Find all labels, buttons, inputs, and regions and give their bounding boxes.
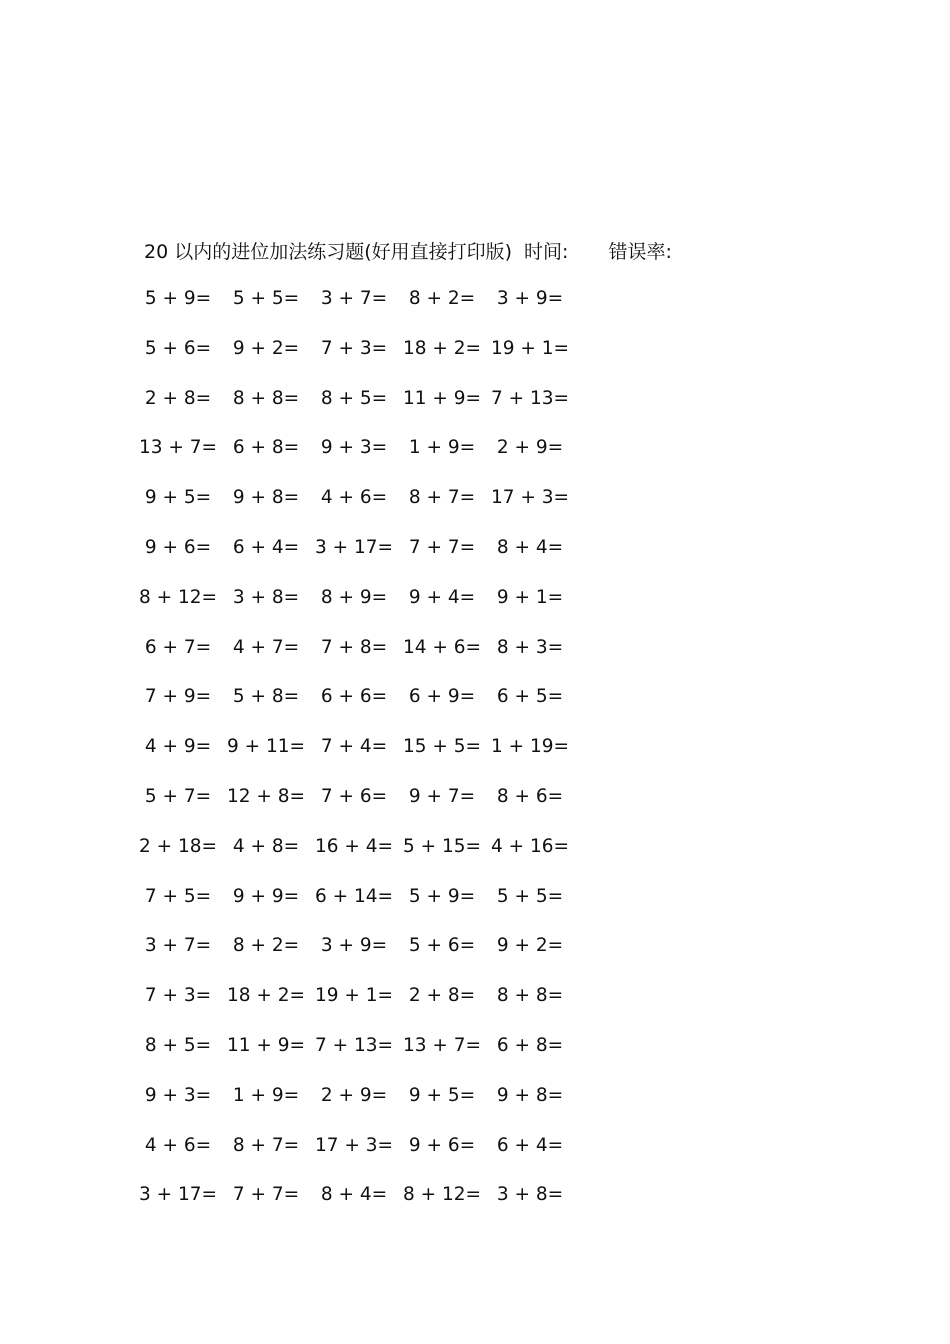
addition-problem: 6 + 9= [408,686,476,708]
addition-problem: 4 + 16= [490,835,570,857]
addition-problem: 9 + 3= [320,437,388,459]
addition-problem: 5 + 9= [144,288,212,309]
addition-problem: 9 + 5= [144,487,212,509]
addition-problem: 7 + 3= [144,985,212,1007]
addition-problem: 6 + 14= [314,885,394,907]
addition-problem: 5 + 5= [496,885,564,907]
addition-problem: 4 + 9= [144,736,212,758]
addition-problem: 7 + 4= [320,736,388,758]
addition-problem: 9 + 6= [144,536,212,558]
addition-problem: 14 + 6= [402,636,482,658]
addition-problem: 5 + 6= [144,337,212,359]
addition-problem: 6 + 7= [144,636,212,658]
addition-problem: 8 + 7= [232,1134,300,1156]
addition-problem: 3 + 8= [232,586,300,608]
addition-problem: 8 + 3= [496,636,564,658]
addition-problem: 5 + 6= [408,935,476,957]
addition-problem: 9 + 5= [408,1084,476,1106]
addition-problem: 9 + 11= [226,736,306,758]
addition-problem: 9 + 7= [408,785,476,807]
addition-problem: 2 + 18= [138,835,218,857]
addition-problem: 8 + 12= [138,586,218,608]
addition-problem: 9 + 1= [496,586,564,608]
worksheet-header [144,236,672,264]
addition-problem: 5 + 5= [232,288,300,309]
addition-problem: 8 + 5= [144,1034,212,1056]
addition-problem: 8 + 8= [496,985,564,1007]
addition-problem: 15 + 5= [402,736,482,758]
addition-problem: 8 + 4= [320,1184,388,1206]
addition-problem: 1 + 19= [490,736,570,758]
addition-problem: 13 + 7= [402,1034,482,1056]
addition-problem: 8 + 12= [402,1184,482,1206]
addition-problem: 3 + 17= [314,536,394,558]
addition-problem: 6 + 5= [496,686,564,708]
addition-problem: 6 + 8= [496,1034,564,1056]
addition-problem: 9 + 2= [496,935,564,957]
addition-problem: 8 + 2= [232,935,300,957]
addition-problem: 16 + 4= [314,835,394,857]
addition-problem: 9 + 2= [232,337,300,359]
addition-problem: 8 + 5= [320,387,388,409]
addition-problem: 4 + 6= [144,1134,212,1156]
addition-problem: 9 + 6= [408,1134,476,1156]
addition-problem: 5 + 7= [144,785,212,807]
addition-problem: 3 + 7= [144,935,212,957]
addition-problem: 3 + 9= [496,288,564,309]
addition-problem: 1 + 9= [408,437,476,459]
addition-problem: 7 + 13= [490,387,570,409]
addition-problem: 6 + 6= [320,686,388,708]
addition-problem: 3 + 9= [320,935,388,957]
addition-problem: 8 + 8= [232,387,300,409]
addition-problem: 9 + 8= [496,1084,564,1106]
time-label: 时间: [524,240,569,263]
addition-problem: 17 + 3= [314,1134,394,1156]
addition-problem: 3 + 7= [320,288,388,309]
addition-problem: 7 + 6= [320,785,388,807]
addition-problem: 8 + 6= [496,785,564,807]
addition-problem: 4 + 7= [232,636,300,658]
addition-problem: 4 + 8= [232,835,300,857]
addition-problem: 17 + 3= [490,487,570,509]
addition-problem: 9 + 8= [232,487,300,509]
addition-problem: 7 + 3= [320,337,388,359]
addition-problem: 19 + 1= [314,985,394,1007]
addition-problem: 7 + 7= [232,1184,300,1206]
addition-problem: 11 + 9= [226,1034,306,1056]
addition-problem: 2 + 8= [144,387,212,409]
addition-problem: 12 + 8= [226,785,306,807]
addition-problem: 6 + 8= [232,437,300,459]
addition-problem: 2 + 9= [496,437,564,459]
addition-problem: 2 + 8= [408,985,476,1007]
addition-problem: 11 + 9= [402,387,482,409]
addition-problem: 6 + 4= [232,536,300,558]
addition-problem: 8 + 9= [320,586,388,608]
addition-problem: 6 + 4= [496,1134,564,1156]
addition-problem: 18 + 2= [402,337,482,359]
addition-problem: 4 + 6= [320,487,388,509]
addition-problem: 3 + 8= [496,1184,564,1206]
addition-problem: 9 + 4= [408,586,476,608]
addition-problem: 9 + 3= [144,1084,212,1106]
addition-problem: 18 + 2= [226,985,306,1007]
addition-problem: 7 + 5= [144,885,212,907]
addition-problem: 7 + 8= [320,636,388,658]
addition-problem: 7 + 13= [314,1034,394,1056]
error-rate-label: 错误率: [608,240,672,263]
addition-problem: 19 + 1= [490,337,570,359]
addition-problem: 7 + 7= [408,536,476,558]
addition-problem: 2 + 9= [320,1084,388,1106]
addition-problem: 1 + 9= [232,1084,300,1106]
addition-problem: 8 + 4= [496,536,564,558]
addition-problem: 8 + 7= [408,487,476,509]
addition-problem: 13 + 7= [138,437,218,459]
addition-problem: 3 + 17= [138,1184,218,1206]
addition-problem: 8 + 2= [408,288,476,309]
addition-problem: 5 + 8= [232,686,300,708]
addition-problem: 7 + 9= [144,686,212,708]
addition-problem: 9 + 9= [232,885,300,907]
addition-problem: 5 + 9= [408,885,476,907]
worksheet-title: 20 以内的进位加法练习题(好用直接打印版) [144,240,513,263]
addition-problem: 5 + 15= [402,835,482,857]
